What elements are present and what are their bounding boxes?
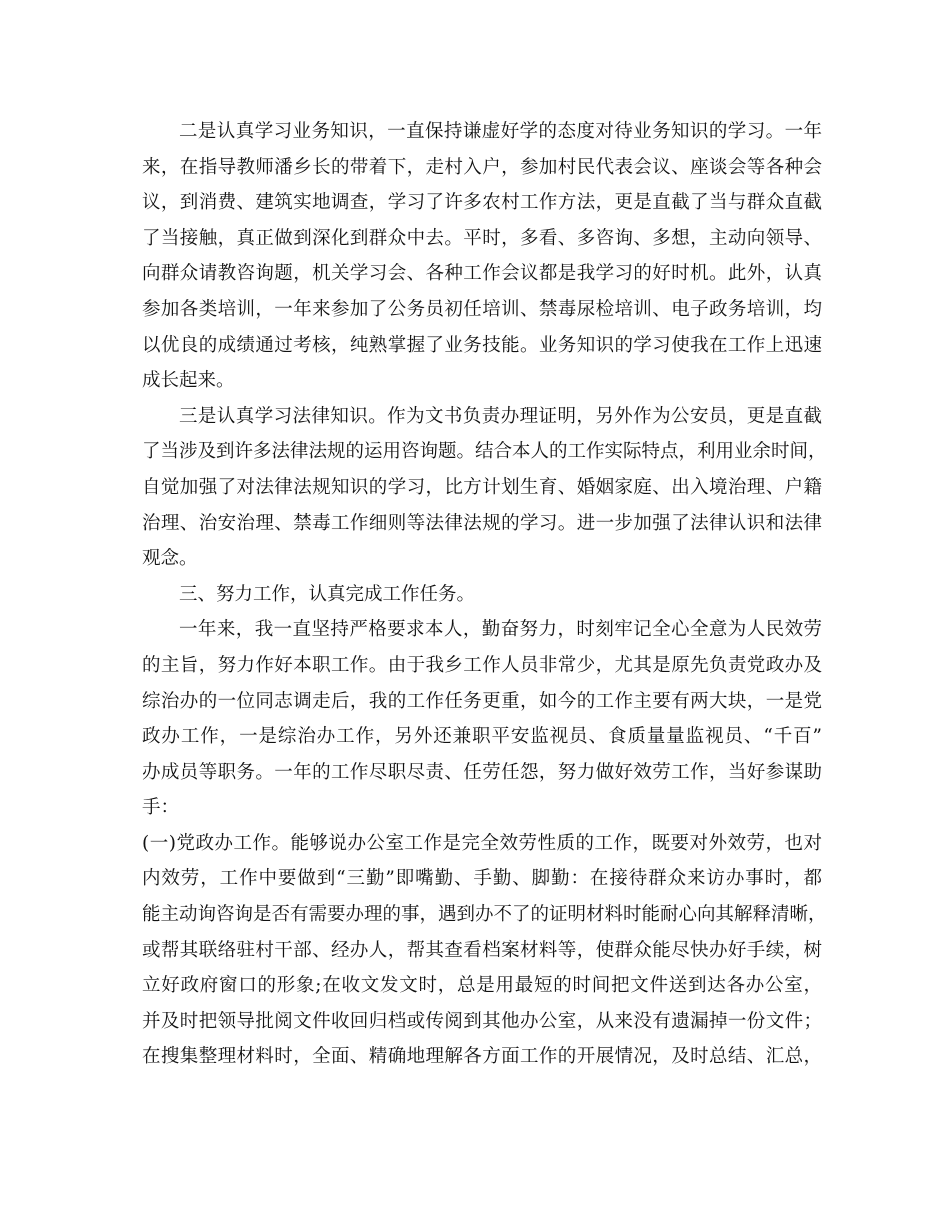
text-line: 在搜集整理材料时，全面、精确地理解各方面工作的开展情况，及时总结、汇总，: [142, 1046, 822, 1068]
text-line: 成长起来。: [142, 370, 235, 392]
text-line: 向群众请教咨询题，机关学习会、各种工作会议都是我学习的好时机。此外，认真: [142, 263, 822, 285]
text-line: 内效劳，工作中要做到“三勤”即嘴勤、手勤、脚勤：在接待群众来访办事时，都: [142, 868, 822, 890]
text-line: 三、努力工作，认真完成工作任务。: [179, 583, 476, 605]
text-line: 立好政府窗口的形象;在收文发文时，总是用最短的时间把文件送到达各办公室，: [142, 975, 822, 997]
text-line: 自觉加强了对法律法规知识的学习，比方计划生育、婚姻家庭、出入境治理、户籍: [142, 476, 822, 498]
text-line: 二是认真学习业务知识，一直保持谦虚好学的态度对待业务知识的学习。一年: [179, 121, 822, 142]
text-line: 一年来，我一直坚持严格要求本人，勤奋努力，时刻牢记全心全意为人民效劳: [179, 619, 822, 641]
text-line: 以优良的成绩通过考核，纯熟掌握了业务技能。业务知识的学习使我在工作上迅速: [142, 334, 822, 356]
text-line: 治理、治安治理、禁毒工作细则等法律法规的学习。进一步加强了法律认识和法律: [142, 512, 822, 534]
text-line: 了当接触，真正做到深化到群众中去。平时，多看、多咨询、多想，主动向领导、: [142, 227, 822, 249]
text-line: 手：: [142, 797, 180, 819]
text-line: 三是认真学习法律知识。作为文书负责办理证明，另外作为公安员，更是直截: [179, 405, 822, 427]
text-line: 综治办的一位同志调走后，我的工作任务更重，如今的工作主要有两大块，一是党: [142, 690, 822, 712]
text-line: 办成员等职务。一年的工作尽职尽责、任劳任怨，努力做好效劳工作，当好参谋助: [142, 761, 822, 783]
text-line: (一)党政办工作。能够说办公室工作是完全效劳性质的工作，既要对外效劳，也对: [142, 832, 822, 854]
text-line: 或帮其联络驻村干部、经办人，帮其查看档案材料等，使群众能尽快办好手续，树: [142, 939, 822, 961]
text-line: 观念。: [142, 548, 198, 570]
text-line: 参加各类培训，一年来参加了公务员初任培训、禁毒尿检培训、电子政务培训，均: [142, 298, 822, 320]
text-line: 的主旨，努力作好本职工作。由于我乡工作人员非常少，尤其是原先负责党政办及: [142, 654, 822, 676]
text-line: 来，在指导教师潘乡长的带着下，走村入户，参加村民代表会议、座谈会等各种会: [142, 156, 822, 178]
text-line: 政办工作，一是综治办工作，另外还兼职平安监视员、食质量量监视员、“千百”: [142, 726, 822, 748]
document-body: [142, 114, 827, 1075]
text-line: 并及时把领导批阅文件收回归档或传阅到其他办公室，从来没有遗漏掉一份文件；: [142, 1010, 822, 1032]
text-line: 议，到消费、建筑实地调查，学习了许多农村工作方法，更是直截了当与群众直截: [142, 192, 822, 214]
text-line: 能主动询咨询是否有需要办理的事，遇到办不了的证明材料时能耐心向其解释清晰，: [142, 904, 827, 926]
text-line: 了当涉及到许多法律法规的运用咨询题。结合本人的工作实际特点，利用业余时间，: [142, 441, 827, 463]
